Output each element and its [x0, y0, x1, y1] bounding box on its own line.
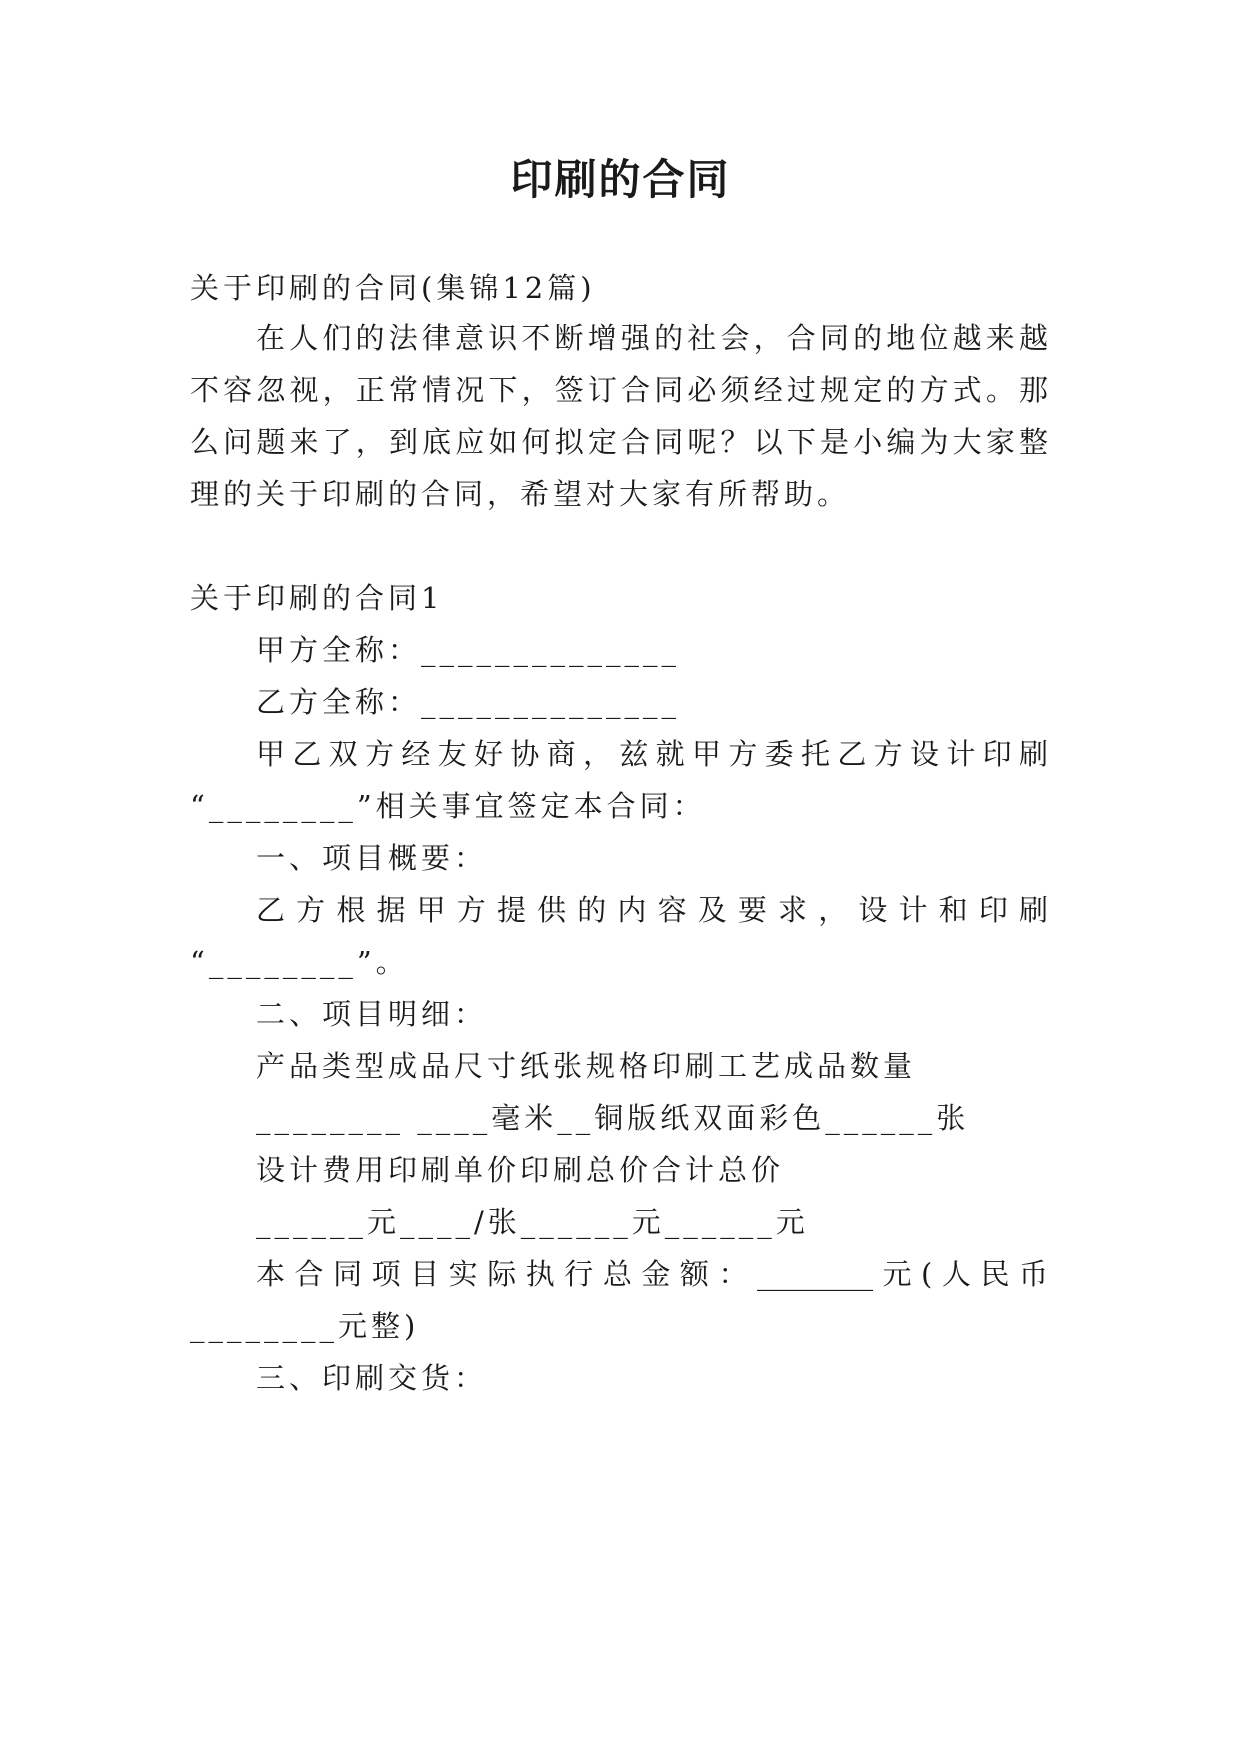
- item1-body-line: 乙方根据甲方提供的内容及要求，设计和印刷: [256, 893, 1048, 927]
- item1-heading: 一、项目概要：: [256, 841, 488, 875]
- item1-body-line: “________”。: [190, 945, 409, 979]
- total-amount-line: ________元整): [190, 1309, 420, 1343]
- document-subtitle: 关于印刷的合同(集锦12篇): [190, 271, 596, 305]
- intro-line: 么问题来了，到底应如何拟定合同呢？以下是小编为大家整: [190, 425, 1048, 459]
- intro-line: 理的关于印刷的合同，希望对大家有所帮助。: [190, 477, 851, 511]
- party-a-line: 甲方全称：______________: [256, 633, 681, 667]
- intro-line: 在人们的法律意识不断增强的社会，合同的地位越来越: [256, 321, 1048, 355]
- table-row-1: ________ ____毫米__铜版纸双面彩色______张: [256, 1101, 970, 1135]
- table-header-1: 产品类型成品尺寸纸张规格印刷工艺成品数量: [256, 1049, 917, 1083]
- item3-heading: 三、印刷交货：: [256, 1361, 488, 1395]
- item2-heading: 二、项目明细：: [256, 997, 488, 1031]
- preamble-line: “________”相关事宜签定本合同：: [190, 789, 706, 823]
- table-row-2: ______元____/张______元______元: [256, 1205, 809, 1239]
- total-amount-line: 本合同项目实际执行总金额：________元(人民币: [256, 1257, 1048, 1291]
- table-header-2: 设计费用印刷单价印刷总价合计总价: [256, 1153, 785, 1187]
- party-b-line: 乙方全称：______________: [256, 685, 681, 719]
- document-title: 印刷的合同: [510, 155, 731, 204]
- intro-line: 不容忽视，正常情况下，签订合同必须经过规定的方式。那: [190, 373, 1048, 407]
- preamble-line: 甲乙双方经友好协商，兹就甲方委托乙方设计印刷: [256, 737, 1048, 771]
- section-heading: 关于印刷的合同1: [190, 581, 444, 615]
